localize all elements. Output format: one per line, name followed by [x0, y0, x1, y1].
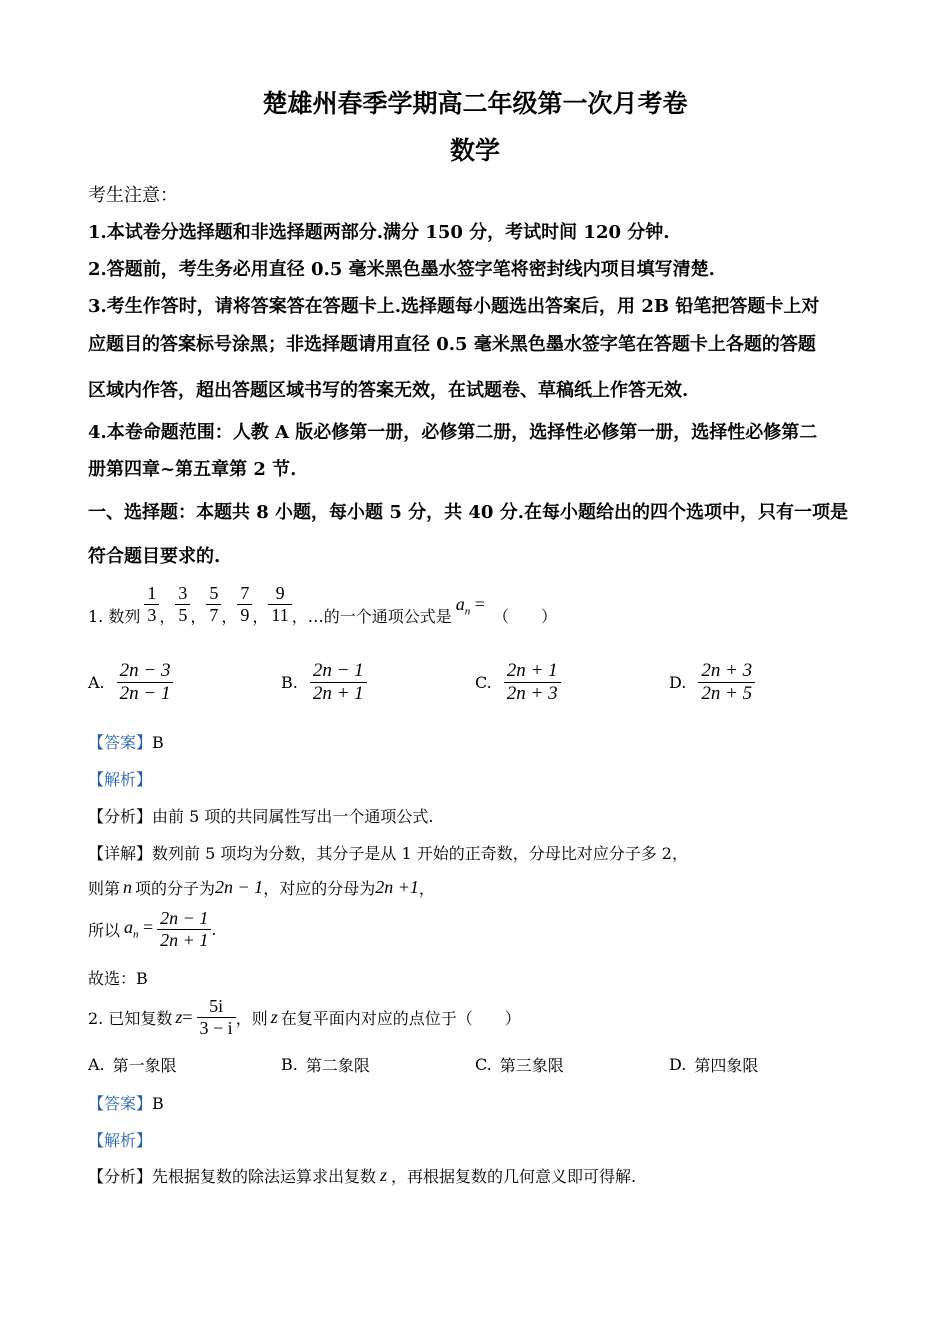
q1-paren: （ ） — [492, 607, 557, 626]
q2-option-a-label: A. — [88, 1055, 105, 1074]
q2-option-a[interactable] — [88, 1053, 177, 1076]
q1-step3-fraction: $\frac{2n - 1}{2n + 1}$ — [157, 908, 211, 950]
q2-option-d[interactable] — [669, 1053, 758, 1076]
q1-xiangjie-text: 数列前 5 项均为分数，其分子是从 1 开始的正奇数，分母比对应分子多 2， — [152, 844, 688, 863]
q1-step-2 — [88, 876, 435, 899]
q1-sep-4: ， — [252, 607, 269, 626]
q1-option-c-label: C. — [475, 672, 492, 692]
notice-line-3c: 区域内作答，超出答题区域书写的答案无效，在试题卷、草稿纸上作答无效. — [88, 380, 689, 401]
q1-option-b[interactable] — [281, 660, 367, 705]
section1-line-1: 一、选择题：本题共 8 小题，每小题 5 分，共 40 分.在每小题给出的四个选项中，只有一项是 — [88, 502, 848, 523]
q2-option-c-text: 第三象限 — [499, 1056, 564, 1075]
q2-fraction: $\frac{5i}{3 - i}$ — [197, 996, 236, 1038]
q2-eq: = — [182, 1006, 193, 1027]
q2-option-b-text: 第二象限 — [305, 1056, 370, 1075]
q1-term-4: $\frac{7}{9}$ — [237, 583, 252, 625]
q1-answer-tag: 【答案】 — [88, 733, 153, 752]
section1-line-2: 符合题目要求的. — [88, 546, 221, 567]
q1-option-d[interactable] — [669, 660, 755, 705]
notice-line-4b: 册第四章~第五章第 2 节. — [88, 459, 297, 480]
q2-fenxi-tag: 【分析】 — [88, 1167, 153, 1186]
notice-line-4a: 4.本卷命题范围：人教 A 版必修第一册，必修第二册，选择性必修第一册，选择性必修第二 — [88, 422, 818, 443]
q1-option-c-fraction: $\frac{2n + 1}{2n + 3}$ — [504, 660, 561, 705]
page-title: 楚雄州春季学期高二年级第一次月考卷 — [262, 89, 688, 118]
q2-z-2: z — [270, 1006, 278, 1027]
q2-fenxi-text-a: 先根据复数的除法运算求出复数 — [152, 1167, 377, 1186]
q2-option-d-text: 第四象限 — [694, 1056, 759, 1075]
q1-step2-denominator: 2n +1 — [375, 877, 419, 897]
q2-option-c-label: C. — [475, 1055, 492, 1074]
q1-term-1: $\frac{1}{3}$ — [144, 583, 159, 625]
q2-option-d-label: D. — [669, 1055, 687, 1074]
q1-step-3 — [88, 908, 216, 950]
q1-term-3: $\frac{5}{7}$ — [206, 583, 221, 625]
q2-answer-tag: 【答案】 — [88, 1094, 153, 1113]
q2-answer-value: B — [152, 1094, 164, 1113]
q1-suffix: ，…的一个通项公式是 — [291, 607, 452, 626]
q1-step2-n: n — [123, 877, 133, 897]
q2-fenxi-z: z — [380, 1165, 388, 1185]
q2-option-b-label: B. — [281, 1055, 298, 1074]
q2-option-c[interactable] — [475, 1053, 564, 1076]
q1-step2-text-d: ，对应的分母为 — [263, 879, 376, 898]
q1-option-b-fraction: $\frac{2n - 1}{2n + 1}$ — [310, 660, 367, 705]
q1-step2-numerator: 2n − 1 — [215, 877, 264, 897]
q1-fenxi — [88, 804, 433, 827]
q1-xiangjie-tag: 【详解】 — [88, 844, 153, 863]
q1-fenxi-tag: 【分析】 — [88, 807, 153, 826]
q1-conclusion: 故选：B — [88, 969, 148, 988]
q1-sep-3: ， — [221, 607, 238, 626]
q2-prefix: 2. 已知复数 — [88, 1008, 173, 1028]
q1-prefix: 1. 数列 — [88, 607, 141, 626]
notice-line-2: 2.答题前，考生务必用直径 0.5 毫米黑色墨水签字笔将密封线内项目填写清楚. — [88, 259, 715, 280]
q2-fenxi — [88, 1164, 636, 1187]
q1-sep-1: ， — [159, 607, 176, 626]
notice-heading: 考生注意： — [88, 185, 178, 206]
q2-suffix-a: ，则 — [235, 1008, 268, 1028]
q2-z: z — [175, 1006, 183, 1027]
q2-answer — [88, 1091, 164, 1114]
q1-option-a-label: A. — [88, 672, 105, 692]
subject-title: 数学 — [449, 136, 500, 165]
question-2 — [88, 996, 521, 1038]
notice-line-3a: 3.考生作答时，请将答案答在答题卡上.选择题每小题选出答案后，用 2B 铅笔把答题卡上对 — [88, 296, 820, 317]
q1-option-c[interactable] — [475, 660, 561, 705]
q1-option-a[interactable] — [88, 660, 173, 705]
q1-step2-text-f: ， — [418, 879, 435, 898]
q1-answer-value: B — [152, 733, 164, 752]
q1-term-5: $\frac{9}{11}$ — [268, 583, 291, 625]
q1-step2-text-a: 则第 — [88, 879, 121, 898]
q2-analysis-tag: 【解析】 — [88, 1131, 153, 1150]
q1-xiangjie — [88, 841, 688, 864]
q1-answer — [88, 730, 164, 753]
q1-step3-text: 所以 — [88, 920, 121, 940]
q1-an: $a_n$ = — [455, 593, 485, 618]
q2-option-b[interactable] — [281, 1053, 370, 1076]
q1-step3-end: . — [211, 919, 217, 939]
q1-term-2: $\frac{3}{5}$ — [175, 583, 190, 625]
q1-option-d-label: D. — [669, 672, 687, 692]
question-1 — [88, 582, 557, 627]
q2-option-a-text: 第一象限 — [112, 1056, 177, 1075]
q2-fenxi-text-b: ，再根据复数的几何意义即可得解. — [391, 1167, 637, 1186]
q1-fenxi-text: 由前 5 项的共同属性写出一个通项公式. — [152, 807, 434, 826]
q1-option-d-fraction: $\frac{2n + 3}{2n + 5}$ — [698, 660, 755, 705]
q2-suffix-b: 在复平面内对应的点位于（ ） — [280, 1008, 521, 1028]
q1-option-b-label: B. — [281, 672, 298, 692]
notice-line-1: 1.本试卷分选择题和非选择题两部分.满分 150 分，考试时间 120 分钟. — [88, 222, 670, 243]
q1-analysis-tag: 【解析】 — [88, 770, 153, 789]
q1-step2-text-b: 项的分子为 — [135, 879, 216, 898]
q1-sep-2: ， — [190, 607, 207, 626]
q1-step3-an: $a_n$ = — [124, 917, 154, 941]
q1-option-a-fraction: $\frac{2n - 3}{2n - 1}$ — [117, 660, 174, 705]
notice-line-3b: 应题目的答案标号涂黑；非选择题请用直径 0.5 毫米黑色墨水签字笔在答题卡上各题的答题 — [88, 334, 816, 355]
